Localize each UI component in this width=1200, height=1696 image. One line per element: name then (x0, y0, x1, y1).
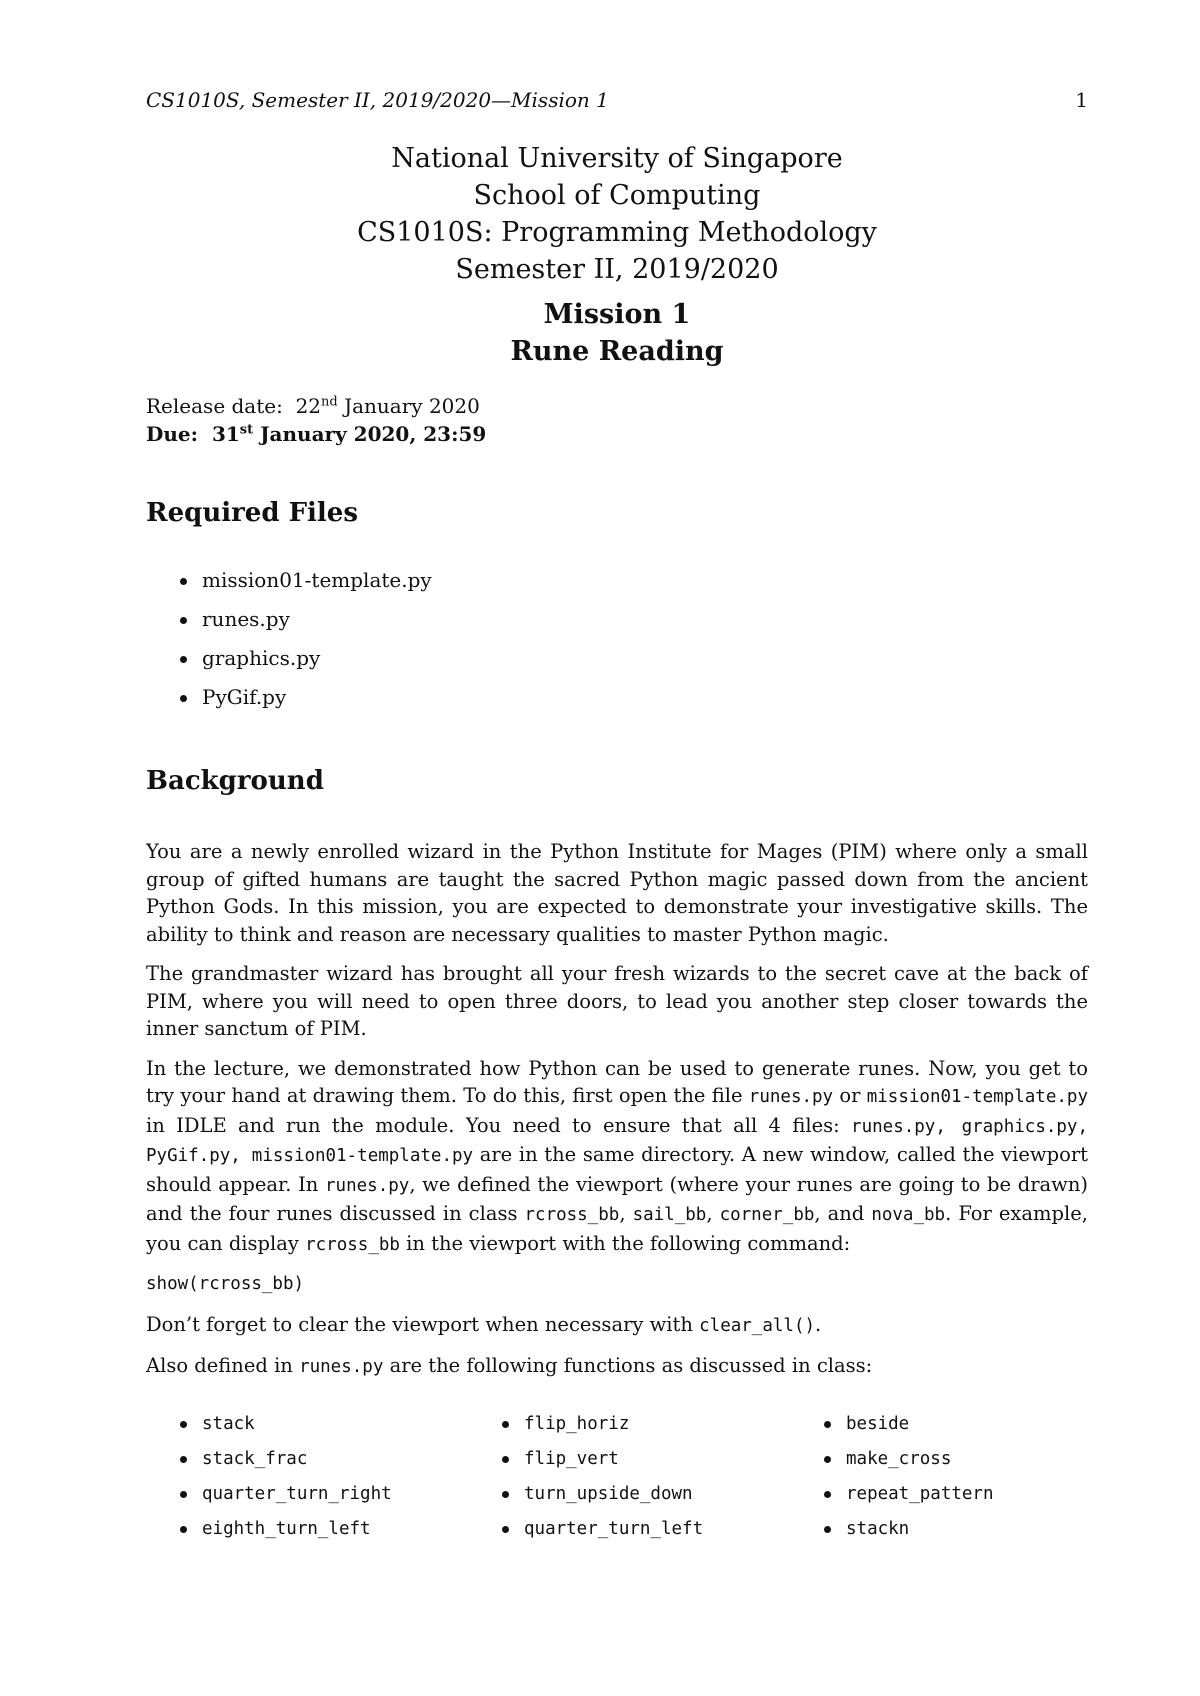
code-clear-all: clear_all() (699, 1315, 816, 1336)
page-number: 1 (1075, 88, 1088, 112)
paragraph: The grandmaster wizard has brought all your fresh wizards to the secret cave at the back of PIM, where you will need to open three doors, to lead you another step closer towards the inner sanctum of PIM. (146, 962, 1088, 1040)
mission-name: Rune Reading (510, 336, 724, 367)
release-day: 22 (295, 394, 322, 418)
code-nova-bb: nova_bb (871, 1205, 946, 1225)
due-suffix: st (239, 422, 254, 438)
list-item: beside (820, 1410, 1076, 1445)
code-template-py: mission01-template.py (866, 1087, 1088, 1107)
code-rcross-bb: rcross_bb (305, 1234, 400, 1255)
list-item: flip_vert (498, 1445, 820, 1480)
code-runes-py: runes.py (299, 1357, 384, 1377)
school-name: School of Computing (473, 180, 761, 211)
mission-title-block (146, 296, 1088, 370)
paragraph: In the lecture, we demonstrated how Python can be used to generate runes. Now, you get to try your hand at drawing them. To do this, first open the file runes.py or mission01-template.py in IDLE and run the module. You need to ensure that all 4 files: runes.py, graphics.py, PyGif.py, mission01-template.py are in the same directory. A new window, called the viewport should appear. In runes.py, we defined the viewport (where your runes are going to be drawn) and the four runes discussed in class rcross_bb, sail_bb, corner_bb, and nova_bb. For example, you can display rcross_bb in the viewport with the following command: (146, 1056, 1089, 1255)
release-rest: January 2020 (344, 394, 480, 418)
code-sail-bb: sail_bb (632, 1205, 707, 1225)
university-name: National University of Singapore (391, 143, 843, 174)
code-runes-py: runes.py (748, 1087, 834, 1107)
code-runes-py: runes.py (325, 1175, 410, 1196)
required-files-heading: Required Files (146, 498, 358, 528)
title-block (146, 140, 1088, 288)
code-file-list: runes.py, graphics.py, PyGif.py, mission01-template.py (146, 1116, 1088, 1166)
code-corner-bb: corner_bb (719, 1205, 815, 1225)
release-label: Release date: (146, 394, 283, 418)
mission-number: Mission 1 (543, 299, 691, 330)
list-item: graphics.py (176, 644, 432, 683)
due-date (146, 420, 486, 448)
paragraph: Also defined in runes.py are the following functions as discussed in class: (146, 1354, 873, 1377)
due-rest: January 2020, 23:59 (260, 422, 487, 446)
list-item: PyGif.py (176, 683, 432, 722)
dates-block (146, 392, 486, 448)
background-heading: Background (146, 766, 324, 796)
paragraph: You are a newly enrolled wizard in the Python Institute for Mages (PIM) where only a small group of gifted humans are taught the sacred Python magic passed down from the ancient Python Gods. In this mission, you are expected to demonstrate your investigative skills. The ability to think and reason are necessary qualities to master Python magic. (146, 840, 1088, 946)
running-title: CS1010S, Semester II, 2019/2020—Mission 1 (146, 88, 609, 112)
paragraph: Don’t forget to clear the viewport when necessary with clear_all(). (146, 1312, 822, 1336)
required-files-list (176, 566, 432, 722)
background-body (146, 838, 1088, 1394)
list-item: turn_upside_down (498, 1480, 820, 1515)
release-date (146, 392, 486, 420)
running-header (146, 88, 1088, 118)
list-item: stack (176, 1410, 498, 1445)
functions-list (176, 1410, 1076, 1550)
semester: Semester II, 2019/2020 (455, 254, 779, 285)
course-name: CS1010S: Programming Methodology (357, 217, 877, 248)
list-item: repeat_pattern (820, 1480, 1076, 1515)
list-item: stack_frac (176, 1445, 498, 1480)
list-item: runes.py (176, 605, 432, 644)
code-rcross-bb: rcross_bb (524, 1205, 620, 1225)
due-label: Due: (146, 422, 198, 446)
list-item: eighth_turn_left (176, 1515, 498, 1550)
code-command: show(rcross_bb) (146, 1274, 305, 1294)
list-item: quarter_turn_right (176, 1480, 498, 1515)
due-day: 31 (211, 422, 240, 446)
list-item: quarter_turn_left (498, 1515, 820, 1550)
list-item: stackn (820, 1515, 1076, 1550)
release-suffix: nd (321, 394, 338, 410)
list-item: make_cross (820, 1445, 1076, 1480)
list-item: mission01-template.py (176, 566, 432, 605)
list-item: flip_horiz (498, 1410, 820, 1445)
